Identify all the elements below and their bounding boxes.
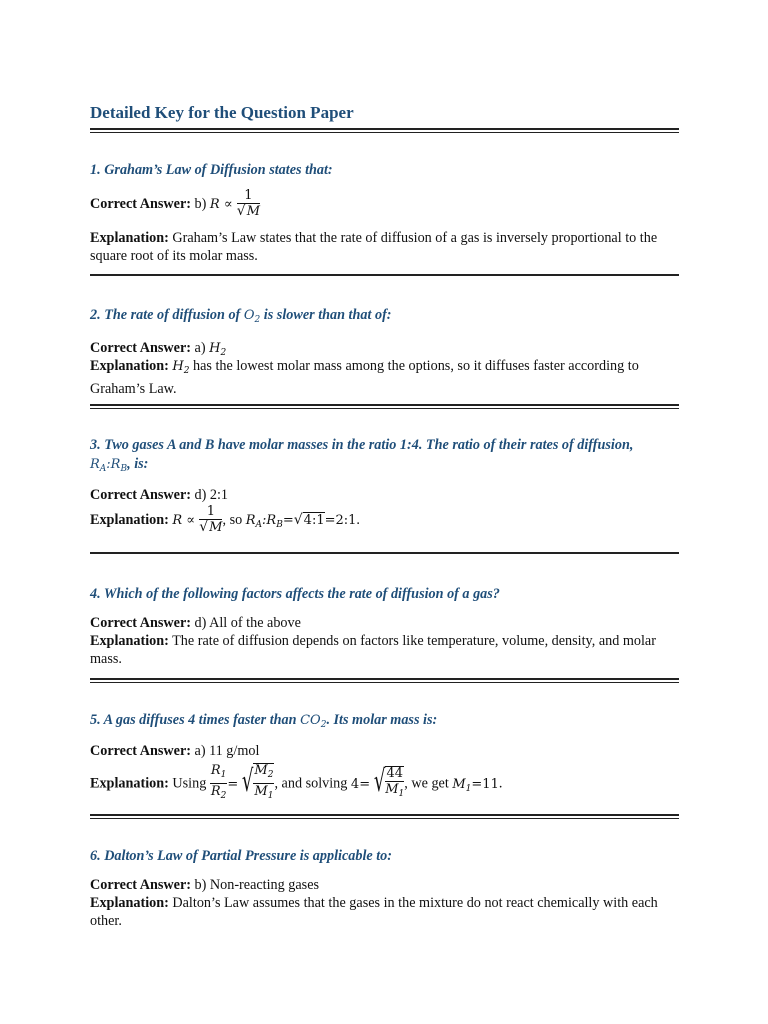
- q5-answer: [90, 742, 679, 760]
- q2-answer-option: a): [194, 340, 206, 356]
- correct-answer-label: Correct Answer:: [90, 487, 191, 503]
- q4-explanation: [90, 632, 679, 668]
- q5-explanation-using: Using: [172, 775, 207, 792]
- q4-answer-text: d) All of the above: [194, 615, 301, 631]
- q4-answer: [90, 614, 679, 632]
- q3-explanation-formula: R ∝ $\frac{1}{√M}$: [172, 504, 223, 535]
- title-divider: [90, 128, 679, 133]
- divider: [90, 678, 679, 683]
- q3-ratio-formula: $R_A:R_B$: [90, 457, 128, 474]
- q5-formula-co2: $CO_2$: [300, 713, 327, 730]
- q5-explanation-solve-formula: 4= √ $\frac{44}{M_1}$: [351, 777, 404, 792]
- question-6: 6. Dalton’s Law of Partial Pressure is applicable to:: [90, 848, 393, 864]
- q4-explanation-text: The rate of diffusion depends on factors like temperature, volume, density, and molar mass.: [90, 633, 656, 667]
- q5-explanation-ratio-formula: $\frac{R_1}{R_2}$ = √ $\frac{M_2}{M_1}$: [210, 777, 275, 792]
- q5-answer-text: a) 11 g/mol: [194, 743, 260, 759]
- q1-answer-option: b): [194, 196, 207, 212]
- q6-explanation-text: Dalton’s Law assumes that the gases in the mixture do not react chemically with each other.: [90, 895, 658, 929]
- q3-answer-text: d) 2:1: [194, 487, 229, 503]
- q3-question-text: 3. Two gases A and B have molar masses in the ratio 1:4. The ratio of their rates of diffusion,: [90, 437, 634, 453]
- question-1: 1. Graham’s Law of Diffusion states that:: [90, 162, 333, 178]
- q2-question-end: is slower than that of:: [263, 307, 392, 323]
- q3-question-end: is:: [134, 456, 149, 472]
- explanation-label: Explanation:: [90, 775, 169, 792]
- explanation-label: Explanation:: [90, 512, 169, 528]
- q2-answer-formula: $H_2$: [209, 341, 227, 358]
- q1-answer-formula: R ∝ $\frac{1}{√M}$: [209, 188, 260, 219]
- correct-answer-label: Correct Answer:: [90, 743, 191, 759]
- q5-question-start: 5. A gas diffuses 4 times faster than: [90, 712, 297, 728]
- question-4: 4. Which of the following factors affects the rate of diffusion of a gas?: [90, 586, 500, 602]
- q1-answer: [90, 189, 679, 220]
- q1-explanation-text: Graham’s Law states that the rate of diffusion of a gas is inversely proportional to the square root of its molar mass.: [90, 230, 658, 264]
- q5-explanation-solving: , and solving: [274, 775, 348, 792]
- q5-explanation-result: $M_1=11$: [452, 776, 499, 794]
- correct-answer-label: Correct Answer:: [90, 877, 191, 893]
- correct-answer-label: Correct Answer:: [90, 615, 191, 631]
- question-2: [90, 306, 679, 330]
- page-title: Detailed Key for the Question Paper: [90, 103, 354, 122]
- explanation-label: Explanation:: [90, 895, 169, 911]
- correct-answer-label: Correct Answer:: [90, 196, 191, 212]
- q5-explanation: Explanation: Using $\frac{R_1}{R_2}$ = √ $\frac{M_2}{M_1}$ , and solving 4= √ $\frac{44}{M_1}$ , we get $M_1=11$.: [90, 763, 679, 805]
- q6-answer-text: b) Non-reacting gases: [194, 877, 320, 893]
- q2-explanation-text: has the lowest molar mass among the options, so it diffuses faster according to Graham’s Law.: [90, 358, 639, 397]
- q5-question-end: . Its molar mass is:: [326, 712, 438, 728]
- q6-answer: [90, 876, 679, 894]
- q3-explanation-connector: , so: [222, 512, 243, 528]
- correct-answer-label: Correct Answer:: [90, 340, 191, 356]
- q2-explanation: [90, 357, 679, 398]
- divider: [90, 404, 679, 409]
- divider: [90, 552, 679, 554]
- q1-explanation: [90, 229, 679, 265]
- explanation-label: Explanation:: [90, 633, 169, 649]
- explanation-label: Explanation:: [90, 230, 169, 246]
- question-5: [90, 711, 679, 735]
- q6-explanation: [90, 894, 679, 930]
- q3-explanation-result: $R_A:R_B=√4:1=2:1$: [245, 512, 357, 530]
- divider: [90, 814, 679, 819]
- q3-answer: [90, 486, 679, 504]
- q2-explanation-formula: $H_2$: [172, 359, 190, 376]
- divider: [90, 274, 679, 276]
- q3-explanation: Explanation: R ∝ $\frac{1}{√M}$ , so $R_A:R_B=√4:1=2:1$.: [90, 504, 360, 535]
- question-3: 3. Two gases A and B have molar masses in the ratio 1:4. The ratio of their rates of diffusion, $R_A:R_B$, is:: [90, 437, 634, 474]
- q2-formula-o2: $O_2$: [243, 308, 261, 325]
- q2-question-start: 2. The rate of diffusion of: [90, 307, 241, 323]
- q5-explanation-weget: , we get: [404, 775, 449, 792]
- explanation-label: Explanation:: [90, 358, 169, 374]
